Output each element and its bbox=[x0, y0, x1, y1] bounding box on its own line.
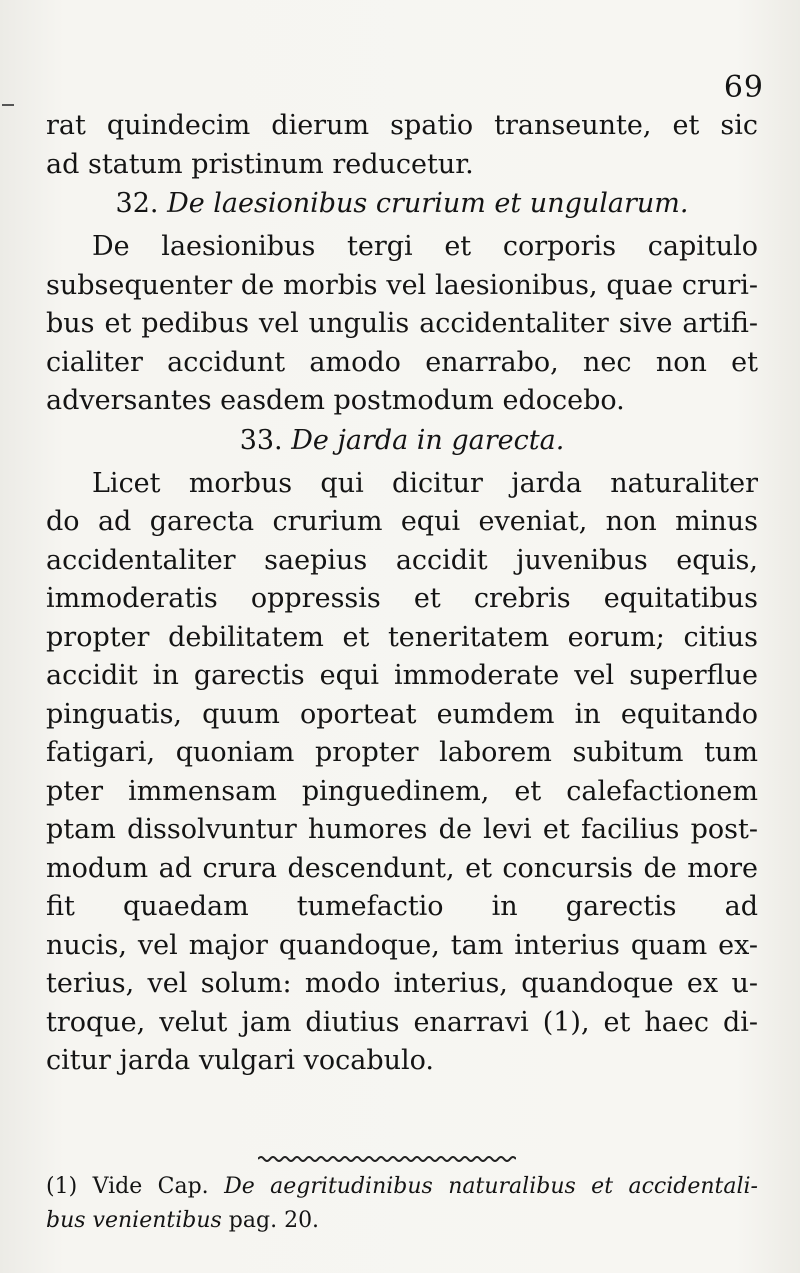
section-heading-32 bbox=[46, 184, 758, 228]
text-line: accidit in garectis equi immoderate vel superflue bbox=[46, 660, 758, 691]
text-line: ptam dissolvuntur humores de levi et facilius post- bbox=[46, 814, 758, 845]
text-line: do ad garecta crurium equi eveniat, non minus bbox=[46, 506, 758, 537]
footnote-line bbox=[46, 1170, 758, 1204]
text-line: citur jarda vulgari vocabulo. bbox=[46, 1045, 435, 1076]
text-line: ad statum pristinum reducetur. bbox=[46, 148, 474, 180]
text-line: fatigari, quoniam propter laborem subitum tum bbox=[46, 737, 758, 768]
section-number: 32. bbox=[115, 188, 159, 219]
text-line: bus et pedibus vel ungulis accidentaliter sive artifi- bbox=[46, 308, 758, 339]
text-line: fit quaedam tumefactio in garectis ad bbox=[46, 891, 758, 922]
text-line: propter debilitatem et teneritatem eorum; citius bbox=[46, 621, 758, 653]
section-heading-33 bbox=[46, 421, 758, 465]
page-number: 69 bbox=[723, 70, 764, 105]
text-line: rat quindecim dierum spatio transeunte, et sic bbox=[46, 110, 758, 141]
text-line: De laesionibus tergi et corporis capitulo bbox=[92, 231, 758, 262]
footnote-marker: (1) Vide Cap. bbox=[46, 1174, 209, 1199]
text-line: pter immensam pinguedinem, et calefactionem bbox=[46, 775, 758, 807]
text-line: Licet morbus qui dicitur jarda naturaliter bbox=[92, 467, 758, 499]
footnote-line bbox=[46, 1204, 758, 1238]
section-title: De jarda in garecta. bbox=[291, 424, 565, 456]
text-line: cialiter accidunt amodo enarrabo, nec non et bbox=[46, 346, 758, 378]
text-line: immoderatis oppressis et crebris equitatibus bbox=[46, 583, 758, 614]
text-line: modum ad crura descendunt, et concursis de more bbox=[46, 852, 758, 884]
body-text bbox=[46, 107, 758, 1081]
text-line: nucis, vel major quandoque, tam interius quam ex- bbox=[46, 929, 758, 961]
text-line: terius, vel solum: modo interius, quandoque ex u- bbox=[46, 968, 758, 999]
text-line: adversantes easdem postmodum edocebo. bbox=[46, 385, 625, 416]
footnote-italic: De aegritudinibus naturalibus et accidentali- bbox=[224, 1174, 758, 1199]
footnote bbox=[46, 1170, 758, 1238]
decorative-rule bbox=[258, 1154, 516, 1164]
footnote-italic: bus venientibus bbox=[46, 1208, 222, 1233]
text-line: troque, velut jam diutius enarravi (1), et haec di- bbox=[46, 1006, 758, 1038]
margin-mark bbox=[2, 104, 14, 106]
text-line: subsequenter de morbis vel laesionibus, quae cruri- bbox=[46, 269, 758, 301]
section-number: 33. bbox=[239, 424, 283, 456]
footnote-page-ref: pag. 20. bbox=[228, 1208, 320, 1233]
text-line: accidentaliter saepius accidit juvenibus equis, bbox=[46, 544, 758, 576]
section-title: De laesionibus crurium et ungularum. bbox=[167, 188, 689, 219]
text-line: pinguatis, quum oporteat eumdem in equitando bbox=[46, 698, 758, 730]
